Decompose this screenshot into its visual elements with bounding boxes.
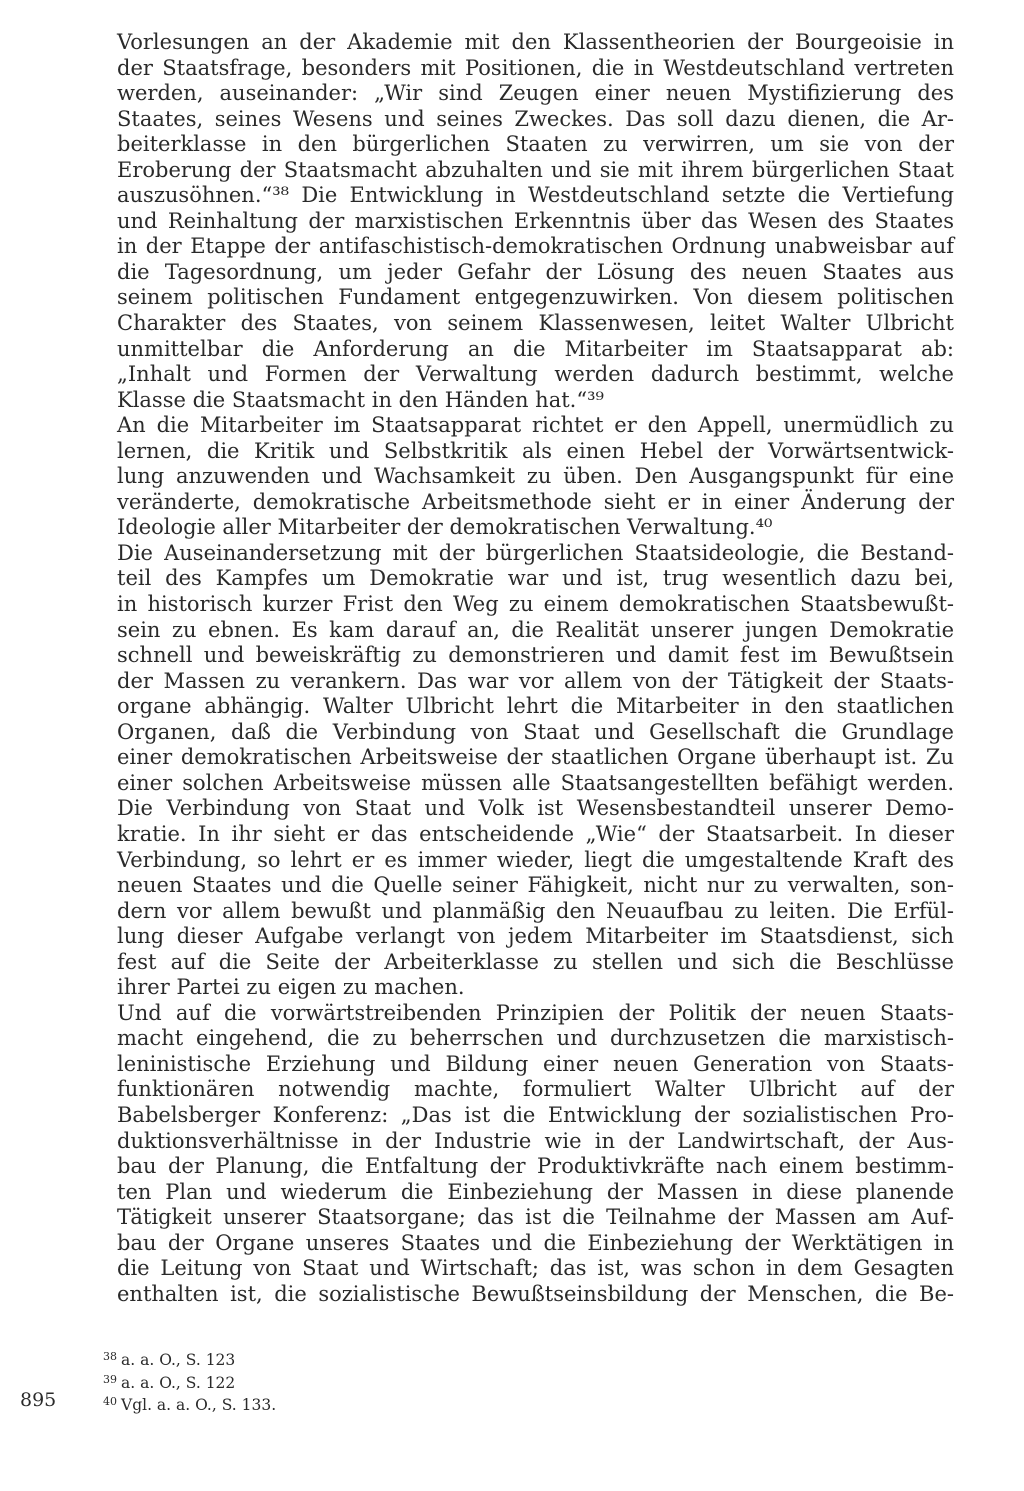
text-line: Staates, seines Wesens und seines Zweckes. Das soll dazu dienen, die Ar- <box>117 106 954 131</box>
text-line: lung dieser Aufgabe verlangt von jedem Mitarbeiter im Staatsdienst, sich <box>117 924 954 949</box>
text-line: teil des Kampfes um Demokratie war und ist, trug wesentlich dazu bei, <box>117 566 954 591</box>
text-line: organe abhängig. Walter Ulbricht lehrt die Mitarbeiter in den staatlichen <box>117 694 954 719</box>
text-line: Eroberung der Staatsmacht abzuhalten und sie mit ihrem bürgerlichen Staat <box>117 157 954 182</box>
text-line: Charakter des Staates, von seinem Klassenwesen, leitet Walter Ulbricht <box>117 311 954 336</box>
text-line: in der Etappe der antifaschistisch-demokratischen Ordnung unabweisbar auf <box>117 234 954 259</box>
text-line: bau der Planung, die Entfaltung der Produktivkräfte nach einem bestimm- <box>117 1154 954 1179</box>
text-line: dern vor allem bewußt und planmäßig den Neuaufbau zu leiten. Die Erfül- <box>117 898 954 923</box>
text-line: Die Verbindung von Staat und Volk ist Wesensbestandteil unserer Demo- <box>117 796 954 821</box>
footnote-number: 39 <box>103 1372 117 1386</box>
text-line: in historisch kurzer Frist den Weg zu einem demokratischen Staatsbewußt- <box>117 592 954 617</box>
footnote <box>103 1391 503 1414</box>
text-line: duktionsverhältnisse in der Industrie wie in der Landwirtschaft, der Aus- <box>117 1128 954 1153</box>
footnote <box>103 1369 503 1392</box>
text-line: enthalten ist, die sozialistische Bewußtseinsbildung der Menschen, die Be- <box>117 1281 954 1306</box>
footnote <box>103 1346 503 1369</box>
text-line: die Leitung von Staat und Wirtschaft; das ist, was schon in dem Gesagten <box>117 1256 954 1281</box>
text-line: der Staatsfrage, besonders mit Positionen, die in Westdeutschland vertreten <box>117 55 954 80</box>
footnote-number: 38 <box>103 1350 117 1363</box>
text-line: neuen Staates und die Quelle seiner Fähigkeit, nicht nur zu verwalten, son- <box>117 873 954 898</box>
text-line: lernen, die Kritik und Selbstkritik als einen Hebel der Vorwärtsentwick- <box>117 438 954 463</box>
text-line: unmittelbar die Anforderung an die Mitarbeiter im Staatsapparat ab: <box>117 336 954 361</box>
text-line: Organen, daß die Verbindung von Staat und Gesellschaft die Grundlage <box>117 719 954 744</box>
text-line: lung anzuwenden und Wachsamkeit zu üben. Den Ausgangspunkt für eine <box>117 464 954 489</box>
text-line: bau der Organe unseres Staates und die Einbeziehung der Werktätigen in <box>117 1230 954 1255</box>
text-line: fest auf die Seite der Arbeiterklasse zu stellen und sich die Beschlüsse <box>117 949 954 974</box>
text-line: der Massen zu verankern. Das war vor allem von der Tätigkeit der Staats- <box>117 668 954 693</box>
text-line: An die Mitarbeiter im Staatsapparat richtet er den Appell, unermüdlich zu <box>117 413 954 438</box>
text-line: schnell und beweiskräftig zu demonstrieren und damit fest im Bewußtsein <box>117 643 954 668</box>
text-line: Ideologie aller Mitarbeiter der demokratischen Verwaltung.⁴⁰ <box>117 515 773 540</box>
text-line: funktionären notwendig machte, formuliert Walter Ulbricht auf der <box>117 1077 954 1102</box>
text-line: einer solchen Arbeitsweise müssen alle Staatsangestellten befähigt werden. <box>117 770 954 795</box>
text-line: Babelsberger Konferenz: „Das ist die Entwicklung der sozialistischen Pro- <box>117 1102 954 1127</box>
text-line: und Reinhaltung der marxistischen Erkenntnis über das Wesen des Staates <box>117 208 954 233</box>
footnote-number: 40 <box>103 1395 117 1408</box>
text-line: Die Auseinandersetzung mit der bürgerlichen Staatsideologie, die Bestand- <box>117 540 954 565</box>
text-line: die Tagesordnung, um jeder Gefahr der Lösung des neuen Staates aus <box>117 259 954 284</box>
footnotes <box>103 1346 503 1414</box>
footnote-text: a. a. O., S. 122 <box>121 1373 236 1392</box>
text-line: einer demokratischen Arbeitsweise der staatlichen Organe überhaupt ist. Zu <box>117 745 954 770</box>
body-text <box>117 30 954 1307</box>
text-line: ten Plan und wiederum die Einbeziehung der Massen in diese planende <box>117 1179 954 1204</box>
text-line: auszusöhnen.“³⁸ Die Entwicklung in Westdeutschland setzte die Vertiefung <box>117 183 954 208</box>
text-line: seinem politischen Fundament entgegenzuwirken. Von diesem politischen <box>117 285 954 310</box>
text-line: Klasse die Staatsmacht in den Händen hat.“³⁹ <box>117 387 604 412</box>
footnote-text: Vgl. a. a. O., S. 133. <box>121 1396 277 1414</box>
text-line: Und auf die vorwärtstreibenden Prinzipien der Politik der neuen Staats- <box>117 1000 954 1025</box>
text-line: leninistische Erziehung und Bildung einer neuen Generation von Staats- <box>117 1051 954 1076</box>
text-line: Verbindung, so lehrt er es immer wieder, liegt die umgestaltende Kraft des <box>117 847 954 872</box>
text-line: veränderte, demokratische Arbeitsmethode sieht er in einer Änderung der <box>117 489 954 514</box>
text-line: kratie. In ihr sieht er das entscheidende „Wie“ der Staatsarbeit. In dieser <box>117 821 954 846</box>
page-number: 895 <box>20 1389 57 1411</box>
text-line: „Inhalt und Formen der Verwaltung werden dadurch bestimmt, welche <box>117 362 954 387</box>
text-line: Tätigkeit unserer Staatsorgane; das ist die Teilnahme der Massen am Auf- <box>117 1205 954 1230</box>
text-line: macht eingehend, die zu beherrschen und durchzusetzen die marxistisch- <box>117 1026 954 1051</box>
footnote-text: a. a. O., S. 123 <box>121 1351 236 1369</box>
text-line: werden, auseinander: „Wir sind Zeugen einer neuen Mystifizierung des <box>117 81 954 106</box>
text-line: ihrer Partei zu eigen zu machen. <box>117 975 465 1000</box>
text-line: beiterklasse in den bürgerlichen Staaten zu verwirren, um sie von der <box>117 132 954 157</box>
text-line: Vorlesungen an der Akademie mit den Klassentheorien der Bourgeoisie in <box>117 30 954 54</box>
text-line: sein zu ebnen. Es kam darauf an, die Realität unserer jungen Demokratie <box>117 617 954 642</box>
